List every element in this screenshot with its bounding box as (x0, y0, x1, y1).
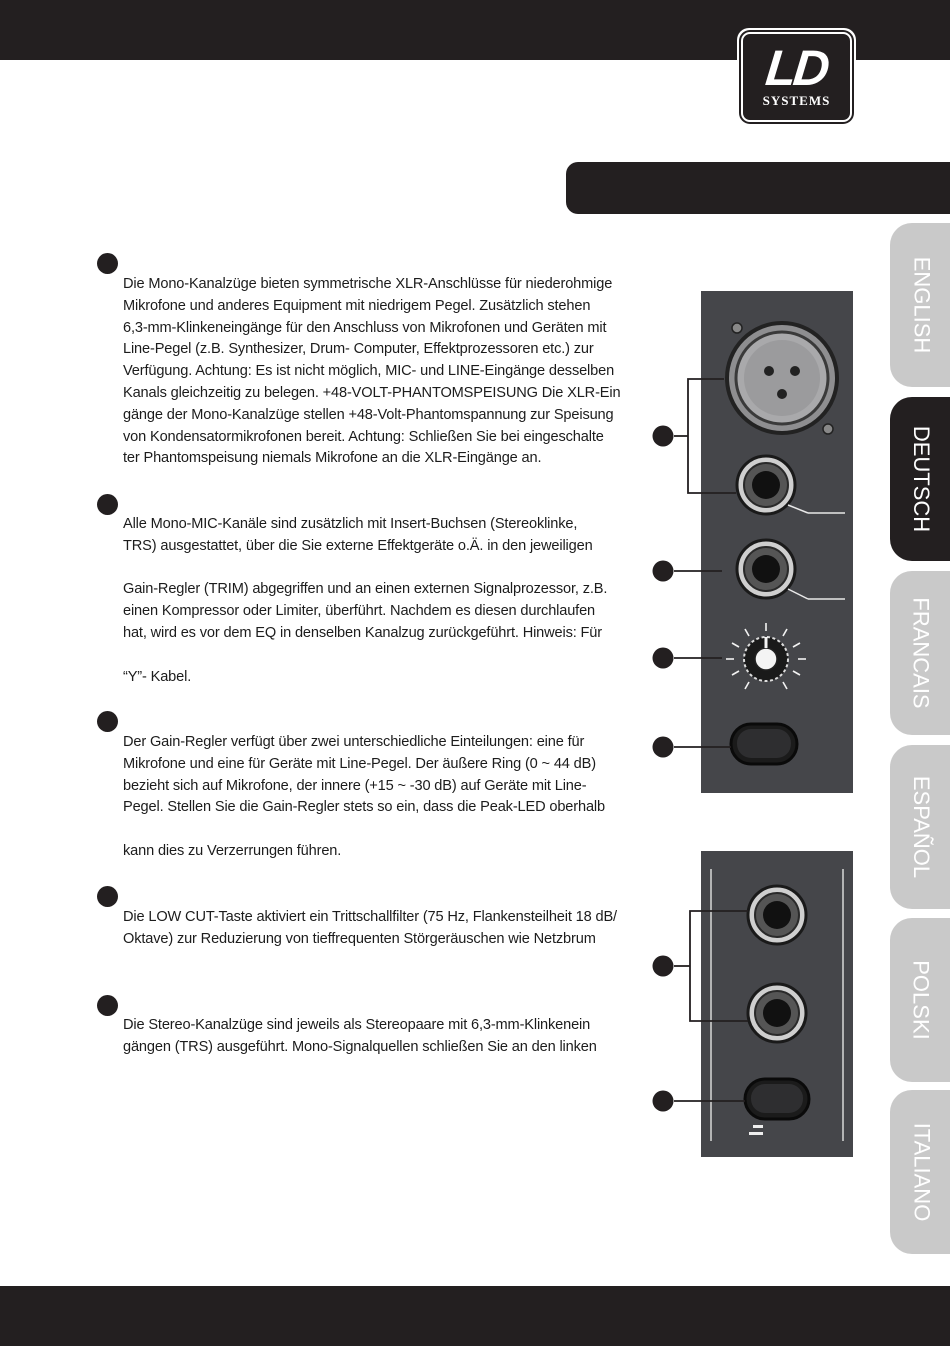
tab-espanol[interactable] (890, 745, 950, 909)
text-line: 6,3-mm-Klinkeneingänge für den Anschluss von Mikrofonen und Geräten mit (123, 319, 607, 336)
text-line: von Kondensatormikrofonen bereit. Achtung: Schließen Sie bei eingeschalte (123, 428, 604, 445)
text-line: Alle Mono-MIC-Kanäle sind zusätzlich mit Insert-Buchsen (Stereoklinke, (123, 516, 578, 532)
text-line: ter Phantomspeisung niemals Mikrofone an die XLR-Eingänge an. (123, 450, 542, 467)
text-line: Gain-Regler (TRIM) abgegriffen und an einen externen Signalprozessor, z.B. (123, 581, 608, 598)
text-line: Oktave) zur Reduzierung von tieffrequenten Störgeräuschen wie Netzbrum (123, 930, 596, 947)
text-line: bezieht sich auf Mikrofone, der innere (+15 ~ -30 dB) auf Geräte mit Line- (123, 777, 587, 794)
text-line (123, 819, 648, 841)
stereo-channel-illustration (640, 851, 860, 1161)
text-line: kann dies zu Verzerrungen führen. (123, 842, 342, 859)
callout-dot-3 (653, 648, 674, 669)
section-text-2 (123, 514, 648, 688)
callout-dot-4 (653, 737, 674, 758)
callout-lines (674, 379, 736, 747)
callout-dot-5 (653, 956, 674, 977)
ld-systems-logo (737, 28, 856, 126)
text-line: Pegel. Stellen Sie die Gain-Regler stets so ein, dass die Peak-LED oberhalb (123, 799, 605, 816)
callout-dot-1 (653, 426, 674, 447)
tab-francais[interactable] (890, 571, 950, 735)
text-line (123, 645, 648, 667)
tab-label: ESPAÑOL (909, 775, 934, 879)
section-bullet-4 (97, 886, 118, 907)
section-text-3 (123, 732, 648, 863)
text-line: Verfügung. Achtung: Es ist nicht möglich, MIC- und LINE-Eingänge desselben (123, 363, 615, 380)
text-line: einen Kompressor oder Limiter, überführt. Nachdem es diesen durchlaufen (123, 603, 596, 620)
callout-dot-2 (653, 561, 674, 582)
tab-italiano[interactable] (890, 1090, 950, 1254)
low-cut-button-icon (731, 724, 797, 764)
tab-label: FRANCAIS (909, 597, 934, 709)
section-text-1 (123, 274, 648, 470)
tab-english[interactable] (890, 223, 950, 387)
text-line: Line-Pegel (z.B. Synthesizer, Drum- Computer, Effektprozessoren etc.) zur (123, 341, 594, 358)
tab-label: POLSKI (909, 960, 935, 1040)
logo-sub-text: SYSTEMS (762, 93, 831, 108)
text-line: Mikrofone und anderes Equipment mit niedrigem Pegel. Zusätzlich stehen (123, 297, 591, 314)
section-text-4 (123, 907, 648, 951)
stereo-left-jack-icon (748, 886, 806, 944)
stereo-right-jack-icon (748, 984, 806, 1042)
section-header-bar (566, 162, 950, 214)
text-line (123, 558, 648, 580)
mono-channel-illustration (640, 291, 860, 801)
text-line: gänge der Mono-Kanalzüge stellen +48-Volt-Phantomspannung zur Speisung (123, 406, 614, 423)
text-line: Mikrofone und eine für Geräte mit Line-Pegel. Der äußere Ring (0 ~ 44 dB) (123, 755, 596, 772)
text-line: Der Gain-Regler verfügt über zwei unterschiedliche Einteilungen: eine für (123, 734, 585, 750)
tab-label: ENGLISH (909, 256, 934, 354)
section-text-5 (123, 1015, 648, 1059)
stereo-button-icon (745, 1079, 809, 1135)
text-line: hat, wird es vor dem EQ in denselben Kanalzug zurückgeführt. Hinweis: Für (123, 624, 602, 641)
tab-deutsch[interactable] (890, 397, 950, 561)
xlr-input-icon (727, 323, 837, 434)
section-bullet-5 (97, 995, 118, 1016)
tab-label: ITALIANO (909, 1122, 934, 1222)
tab-polski[interactable] (890, 918, 950, 1082)
tab-label: DEUTSCH (909, 425, 934, 533)
line-input-jack-icon (737, 456, 845, 514)
text-line: Die LOW CUT-Taste aktiviert ein Trittschallfilter (75 Hz, Flankensteilheit 18 dB/ (123, 909, 617, 925)
text-line: TRS) ausgestattet, über die Sie externe Effektgeräte o.Ä. in den jeweiligen (123, 537, 593, 554)
callout-dot-6 (653, 1091, 674, 1112)
text-line: “Y”- Kabel. (123, 668, 192, 685)
logo-main-text: LD (763, 40, 830, 96)
section-bullet-1 (97, 253, 118, 274)
insert-jack-icon (737, 540, 845, 599)
bottom-bar (0, 1286, 950, 1346)
text-line: Die Mono-Kanalzüge bieten symmetrische XLR-Anschlüsse für niederohmige (123, 276, 613, 292)
text-line: gängen (TRS) ausgeführt. Mono-Signalquellen schließen Sie an den linken (123, 1038, 597, 1055)
text-line: Die Stereo-Kanalzüge sind jeweils als Stereopaare mit 6,3-mm-Klinkenein (123, 1017, 591, 1033)
gain-knob-icon (726, 623, 806, 689)
section-bullet-2 (97, 494, 118, 515)
section-bullet-3 (97, 711, 118, 732)
text-line: Kanals gleichzeitig zu belegen. +48-VOLT-PHANTOMSPEISUNG Die XLR-Ein (123, 384, 621, 401)
